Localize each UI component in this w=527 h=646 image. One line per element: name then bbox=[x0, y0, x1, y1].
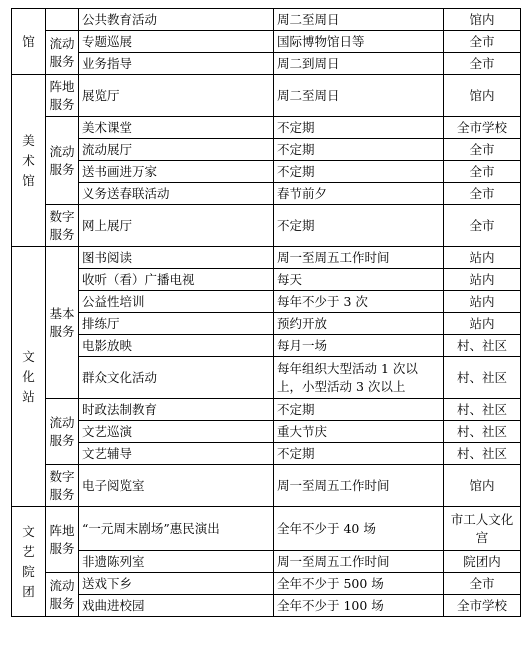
subcategory-cell: 基本服务 bbox=[46, 247, 79, 399]
category-cell bbox=[12, 247, 46, 507]
place-cell: 院团内 bbox=[444, 551, 521, 573]
item-cell: 网上展厅 bbox=[79, 205, 274, 247]
place-cell: 全市 bbox=[444, 161, 521, 183]
place-cell: 馆内 bbox=[444, 75, 521, 117]
subcategory-cell: 阵地服务 bbox=[46, 507, 79, 573]
place-cell: 村、社区 bbox=[444, 443, 521, 465]
time-cell: 不定期 bbox=[274, 139, 444, 161]
place-cell: 站内 bbox=[444, 269, 521, 291]
place-cell: 全市 bbox=[444, 573, 521, 595]
place-cell: 全市 bbox=[444, 139, 521, 161]
item-cell: 流动展厅 bbox=[79, 139, 274, 161]
table-row bbox=[12, 9, 521, 31]
table-row bbox=[12, 291, 521, 313]
place-cell: 市工人文化宫 bbox=[444, 507, 521, 551]
subcategory-cell: 数字服务 bbox=[46, 205, 79, 247]
table-row bbox=[12, 595, 521, 617]
item-cell: 美术课堂 bbox=[79, 117, 274, 139]
place-cell: 全市学校 bbox=[444, 117, 521, 139]
time-cell: 每年组织大型活动 1 次以上，小型活动 3 次以上 bbox=[274, 357, 444, 399]
service-table bbox=[11, 8, 521, 617]
category-label: 美术馆 bbox=[22, 132, 35, 188]
place-cell: 全市 bbox=[444, 183, 521, 205]
item-cell: 专题巡展 bbox=[79, 31, 274, 53]
place-cell: 村、社区 bbox=[444, 421, 521, 443]
table-row bbox=[12, 399, 521, 421]
item-cell: 戏曲进校园 bbox=[79, 595, 274, 617]
table-row bbox=[12, 443, 521, 465]
place-cell: 站内 bbox=[444, 313, 521, 335]
table-row bbox=[12, 421, 521, 443]
item-cell: 收听（看）广播电视 bbox=[79, 269, 274, 291]
place-cell: 全市 bbox=[444, 205, 521, 247]
subcategory-cell: 流动服务 bbox=[46, 31, 79, 75]
time-cell: 春节前夕 bbox=[274, 183, 444, 205]
subcategory-cell: 数字服务 bbox=[46, 465, 79, 507]
place-cell: 全市 bbox=[444, 31, 521, 53]
item-cell: 送戏下乡 bbox=[79, 573, 274, 595]
category-cell: 馆 bbox=[12, 9, 46, 75]
item-cell: 公共教育活动 bbox=[79, 9, 274, 31]
table-row bbox=[12, 313, 521, 335]
time-cell: 每月一场 bbox=[274, 335, 444, 357]
time-cell: 周二至周日 bbox=[274, 9, 444, 31]
table-row bbox=[12, 269, 521, 291]
table-row bbox=[12, 573, 521, 595]
place-cell: 馆内 bbox=[444, 9, 521, 31]
item-cell: 文艺巡演 bbox=[79, 421, 274, 443]
time-cell: 周一至周五工作时间 bbox=[274, 465, 444, 507]
item-cell: 展览厅 bbox=[79, 75, 274, 117]
item-cell: 图书阅读 bbox=[79, 247, 274, 269]
time-cell: 不定期 bbox=[274, 117, 444, 139]
subcategory-cell: 流动服务 bbox=[46, 399, 79, 465]
table-row bbox=[12, 117, 521, 139]
time-cell: 全年不少于 40 场 bbox=[274, 507, 444, 551]
place-cell: 馆内 bbox=[444, 465, 521, 507]
time-cell: 预约开放 bbox=[274, 313, 444, 335]
place-cell: 村、社区 bbox=[444, 357, 521, 399]
subcategory-cell: 流动服务 bbox=[46, 573, 79, 617]
category-label: 文化站 bbox=[22, 348, 35, 404]
table-row bbox=[12, 161, 521, 183]
item-cell: 排练厅 bbox=[79, 313, 274, 335]
subcategory-cell: 流动服务 bbox=[46, 117, 79, 205]
item-cell: 文艺辅导 bbox=[79, 443, 274, 465]
time-cell: 周二到周日 bbox=[274, 53, 444, 75]
time-cell: 重大节庆 bbox=[274, 421, 444, 443]
table-row bbox=[12, 31, 521, 53]
time-cell: 周一至周五工作时间 bbox=[274, 551, 444, 573]
time-cell: 全年不少于 100 场 bbox=[274, 595, 444, 617]
item-cell: 送书画进万家 bbox=[79, 161, 274, 183]
table-row bbox=[12, 335, 521, 357]
item-cell: 电影放映 bbox=[79, 335, 274, 357]
table-row bbox=[12, 357, 521, 399]
category-cell bbox=[12, 75, 46, 247]
item-cell: 公益性培训 bbox=[79, 291, 274, 313]
time-cell: 周二至周日 bbox=[274, 75, 444, 117]
item-cell: 业务指导 bbox=[79, 53, 274, 75]
table-row bbox=[12, 205, 521, 247]
item-cell: “一元周末剧场”惠民演出 bbox=[79, 507, 274, 551]
place-cell: 全市学校 bbox=[444, 595, 521, 617]
table-row bbox=[12, 507, 521, 551]
place-cell: 站内 bbox=[444, 247, 521, 269]
place-cell: 站内 bbox=[444, 291, 521, 313]
table-row bbox=[12, 465, 521, 507]
time-cell: 每天 bbox=[274, 269, 444, 291]
place-cell: 村、社区 bbox=[444, 335, 521, 357]
item-cell: 群众文化活动 bbox=[79, 357, 274, 399]
time-cell: 不定期 bbox=[274, 399, 444, 421]
place-cell: 全市 bbox=[444, 53, 521, 75]
time-cell: 不定期 bbox=[274, 443, 444, 465]
item-cell: 时政法制教育 bbox=[79, 399, 274, 421]
time-cell: 每年不少于 3 次 bbox=[274, 291, 444, 313]
subcategory-cell: 阵地服务 bbox=[46, 75, 79, 117]
time-cell: 不定期 bbox=[274, 161, 444, 183]
place-cell: 村、社区 bbox=[444, 399, 521, 421]
item-cell: 义务送春联活动 bbox=[79, 183, 274, 205]
category-cell bbox=[12, 507, 46, 617]
table-row bbox=[12, 183, 521, 205]
time-cell: 全年不少于 500 场 bbox=[274, 573, 444, 595]
time-cell: 不定期 bbox=[274, 205, 444, 247]
table-row bbox=[12, 139, 521, 161]
time-cell: 周一至周五工作时间 bbox=[274, 247, 444, 269]
time-cell: 国际博物馆日等 bbox=[274, 31, 444, 53]
table-row bbox=[12, 551, 521, 573]
table-row bbox=[12, 53, 521, 75]
item-cell: 电子阅览室 bbox=[79, 465, 274, 507]
table-row bbox=[12, 247, 521, 269]
subcategory-cell bbox=[46, 9, 79, 31]
table-row bbox=[12, 75, 521, 117]
category-label: 文艺院团 bbox=[22, 523, 35, 599]
item-cell: 非遗陈列室 bbox=[79, 551, 274, 573]
